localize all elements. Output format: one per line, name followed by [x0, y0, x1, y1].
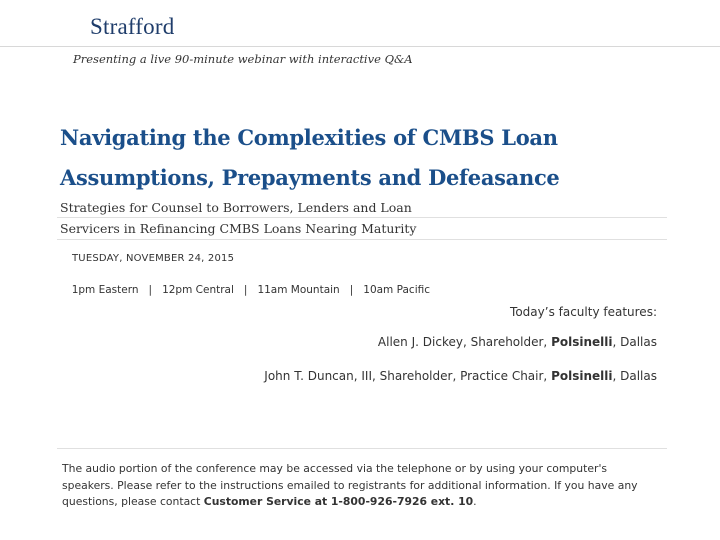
- audio-instructions-text: The audio portion of the conference may be accessed via the telephone or by using your computer's speakers. Please refer to the instructions emailed to registrants for additional information. If you have any questions, please contact: [62, 462, 638, 508]
- webinar-times: [65, 272, 430, 296]
- speaker-2: [264, 369, 657, 383]
- audio-instructions: [62, 461, 662, 511]
- header-divider: [0, 46, 720, 47]
- faculty-heading: Today’s faculty features:: [510, 305, 657, 319]
- title-line-1: Navigating the Complexities of CMBS Loan: [60, 125, 558, 150]
- audio-instructions-end: .: [473, 495, 477, 508]
- speaker-2-location: , Dallas: [612, 369, 657, 383]
- customer-service-contact: Customer Service at 1-800-926-7926 ext. 10: [203, 495, 474, 508]
- time-separator: |: [349, 284, 354, 296]
- time-central: 12pm Central: [162, 284, 234, 296]
- strafford-logo: Strafford: [90, 14, 175, 39]
- subtitle-underline-2: [57, 239, 667, 240]
- speaker-2-firm: Polsinelli: [551, 369, 613, 383]
- webinar-title: [60, 118, 680, 198]
- speaker-2-name-title: John T. Duncan, III, Shareholder, Practice Chair,: [264, 369, 552, 383]
- subtitle-underline-1: [57, 217, 667, 218]
- footer-divider: [57, 448, 667, 449]
- speaker-1: [378, 335, 657, 349]
- speaker-1-location: , Dallas: [612, 335, 657, 349]
- title-line-2: Assumptions, Prepayments and Defeasance: [60, 165, 560, 190]
- subtitle-line-1: Strategies for Counsel to Borrowers, Lenders and Loan: [60, 200, 412, 215]
- time-separator: |: [243, 284, 248, 296]
- time-pacific: 10am Pacific: [363, 284, 430, 296]
- speaker-1-firm: Polsinelli: [551, 335, 613, 349]
- webinar-subtitle: [60, 197, 680, 239]
- time-mountain: 11am Mountain: [257, 284, 340, 296]
- subtitle-line-2: Servicers in Refinancing CMBS Loans Nearing Maturity: [60, 221, 417, 236]
- speaker-1-name-title: Allen J. Dickey, Shareholder,: [377, 335, 552, 349]
- webinar-date: TUESDAY, NOVEMBER 24, 2015: [72, 253, 235, 264]
- time-separator: |: [148, 284, 153, 296]
- time-eastern: 1pm Eastern: [71, 284, 139, 296]
- webinar-tagline: Presenting a live 90-minute webinar with interactive Q&A: [73, 52, 413, 66]
